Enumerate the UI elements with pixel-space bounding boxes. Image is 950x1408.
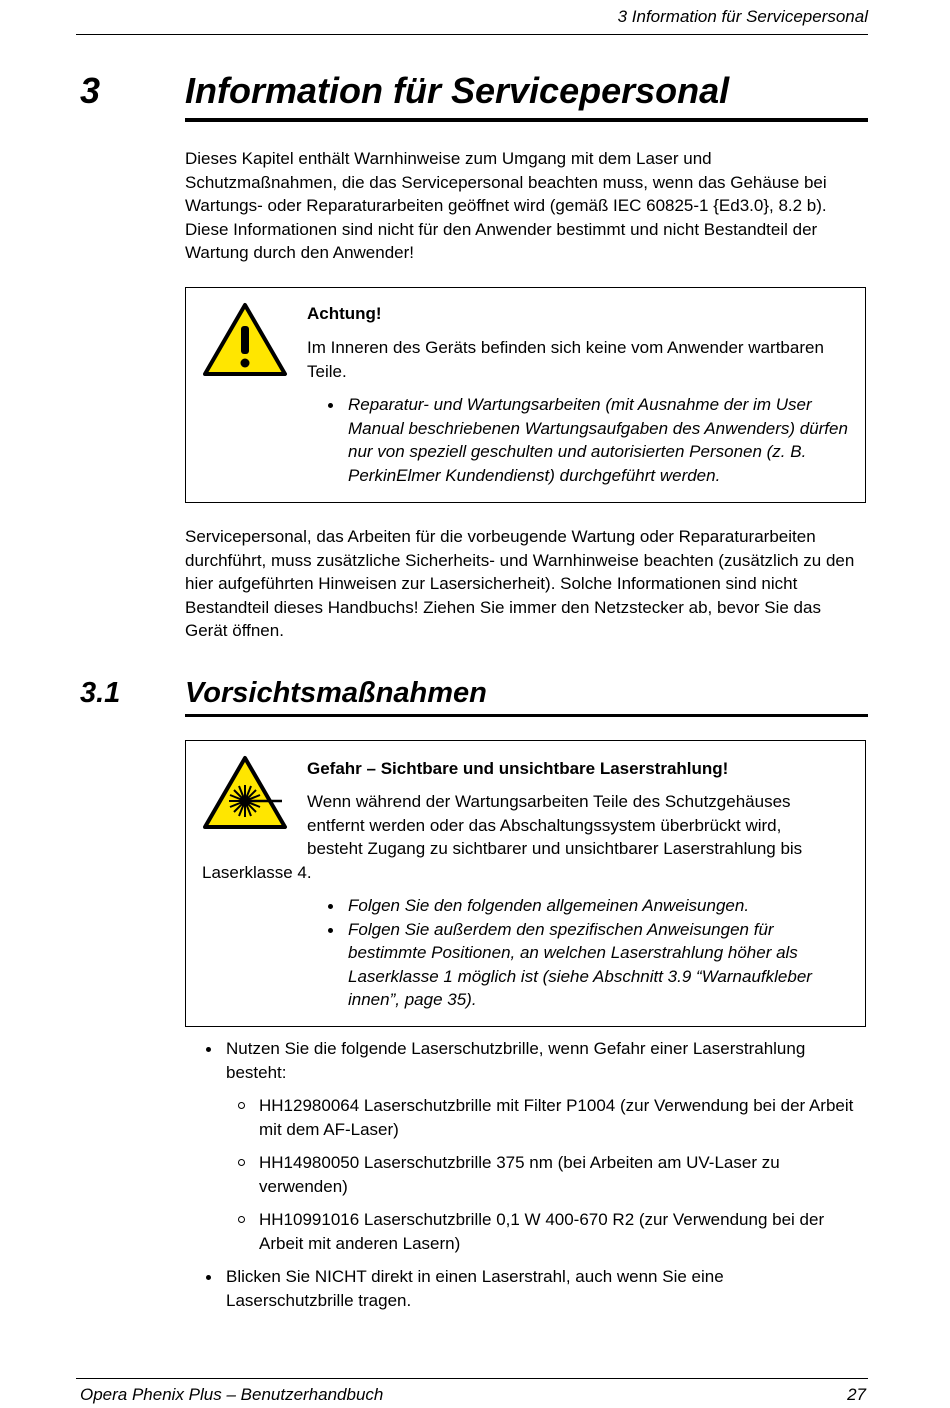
manual-title: Opera Phenix Plus – Benutzerhandbuch bbox=[80, 1385, 384, 1404]
caution-notice bbox=[185, 287, 866, 503]
section-number: 3.1 bbox=[80, 677, 121, 709]
list-item: Nutzen Sie die folgende Laserschutzbrille, wenn Gefahr einer Laserstrahlung besteht: bbox=[226, 1037, 846, 1084]
caution-text: Im Inneren des Geräts befinden sich keine vom Anwender wartbaren Teile. bbox=[307, 338, 824, 381]
sub-list-item: HH14980050 Laserschutzbrille 375 nm (bei Arbeiten am UV-Laser zu verwenden) bbox=[259, 1151, 859, 1198]
danger-bullet: Folgen Sie den folgenden allgemeinen Anweisungen. bbox=[348, 894, 848, 918]
service-paragraph: Servicepersonal, das Arbeiten für die vorbeugende Wartung oder Reparaturarbeiten durchführt, muss zusätzliche Sicherheits- und Warnhinweise beachten (zusätzlich zu den hier aufgeführten Hinweisen zur Lasersicherheit). Solche Informationen sind nicht Bestandteil dieses Handbuchs! Ziehen Sie immer den Netzstecker ab, bevor Sie das Gerät öffnen. bbox=[185, 527, 855, 640]
danger-bullet: Folgen Sie außerdem den spezifischen Anweisungen für bestimmte Positionen, an welchen Laserstrahlung höher als Laserklasse 1 möglich ist (siehe Abschnitt 3.9 “Warnaufkleber innen”, page 35). bbox=[348, 918, 848, 1012]
chapter-number: 3 bbox=[80, 70, 101, 111]
page-number: 27 bbox=[847, 1385, 866, 1404]
section-title: Vorsichtsmaßnahmen bbox=[185, 674, 868, 717]
danger-notice bbox=[185, 740, 866, 1027]
chapter-title: Information für Servicepersonal bbox=[185, 68, 868, 122]
danger-text-line4: Laserklasse 4. bbox=[202, 862, 312, 882]
page-footer bbox=[76, 1378, 868, 1404]
danger-text-line2: entfernt werden oder das Abschaltungssystem überbrückt wird, bbox=[307, 815, 782, 835]
caution-bullet: Reparatur- und Wartungsarbeiten (mit Ausnahme der im User Manual beschriebenen Wartungsaufgaben des Anwenders) dürfen nur von speziell geschulten und autorisierten Personen (z. B. PerkinElmer Kundendienst) durchgeführt werden. bbox=[348, 393, 848, 487]
running-header: 3 Information für Servicepersonal bbox=[76, 4, 868, 35]
sub-list-item: HH10991016 Laserschutzbrille 0,1 W 400-670 R2 (zur Verwendung bei der Arbeit mit anderen Lasern) bbox=[259, 1208, 859, 1255]
intro-paragraph: Dieses Kapitel enthält Warnhinweise zum Umgang mit dem Laser und Schutzmaßnahmen, die das Servicepersonal beachten muss, wenn das Gehäuse bei Wartungs- oder Reparaturarbeiten geöffnet wird (gemäß IEC 60825-1 {Ed3.0}, 8.2 b). Diese Informationen sind nicht für den Anwender bestimmt und nicht Bestandteil der Wartung durch den Anwender! bbox=[185, 149, 827, 262]
danger-text-line1: Wenn während der Wartungsarbeiten Teile des Schutzgehäuses bbox=[307, 792, 791, 811]
danger-heading: Gefahr – Sichtbare und unsichtbare Laserstrahlung! bbox=[307, 759, 729, 778]
warning-triangle-icon bbox=[202, 302, 288, 378]
list-item: Blicken Sie NICHT direkt in einen Laserstrahl, auch wenn Sie eine Laserschutzbrille tragen. bbox=[226, 1265, 846, 1312]
danger-text-line3: besteht Zugang zu sichtbarer und unsichtbarer Laserstrahlung bis bbox=[307, 839, 803, 858]
laser-warning-icon bbox=[202, 755, 288, 831]
caution-heading: Achtung! bbox=[307, 304, 382, 323]
sub-list-item: HH12980064 Laserschutzbrille mit Filter P1004 (zur Verwendung bei der Arbeit mit dem AF-Laser) bbox=[259, 1094, 859, 1141]
